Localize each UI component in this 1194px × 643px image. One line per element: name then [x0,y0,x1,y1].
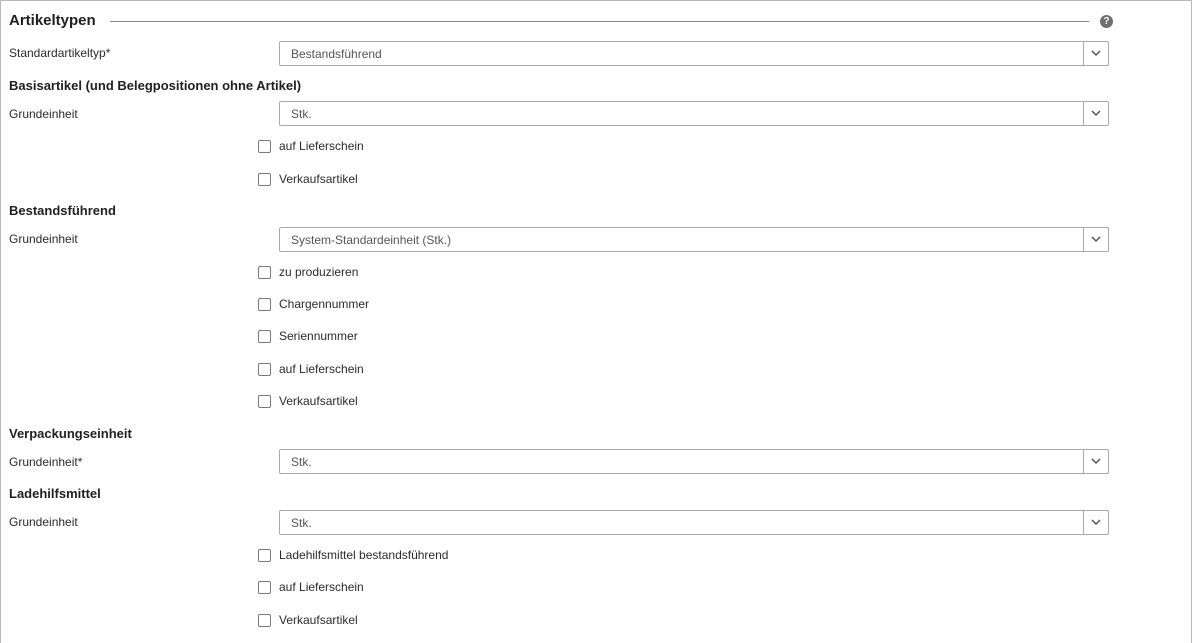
checkbox-label: auf Lieferschein [279,139,364,153]
chevron-down-icon [1091,48,1101,58]
checkbox-label: auf Lieferschein [279,362,364,376]
select-separator [1083,228,1084,251]
standard-type-label: Standardartikeltyp* [9,46,111,60]
select-separator [1083,102,1084,125]
verpackung-unit-value: Stk. [291,455,312,469]
select-separator [1083,450,1084,473]
lade-unit-label: Grundeinheit [9,515,78,529]
select-separator [1083,42,1084,65]
checkbox[interactable] [258,581,271,594]
checkbox[interactable] [258,298,271,311]
chevron-down-icon [1091,517,1101,527]
chevron-down-icon [1091,456,1101,466]
section-bestand-heading: Bestandsführend [9,203,116,218]
checkbox[interactable] [258,363,271,376]
title-divider [110,21,1089,22]
checkbox-label: Verkaufsartikel [279,172,358,186]
checkbox-label: Verkaufsartikel [279,613,358,627]
checkbox[interactable] [258,330,271,343]
select-separator [1083,511,1084,534]
checkbox[interactable] [258,549,271,562]
section-basis-heading: Basisartikel (und Belegpositionen ohne Artikel) [9,78,302,93]
checkbox-label: Ladehilfsmittel bestandsführend [279,548,449,562]
question-circle-icon[interactable]: ? [1100,15,1113,28]
standard-type-value: Bestandsführend [291,47,382,61]
page-title: Artikeltypen [9,12,96,29]
lade-unit-value: Stk. [291,516,312,530]
section-verpackung-heading: Verpackungseinheit [9,426,132,441]
checkbox-label: zu produzieren [279,265,359,279]
checkbox[interactable] [258,266,271,279]
verpackung-unit-label: Grundeinheit* [9,455,83,469]
verpackung-unit-select[interactable] [279,449,1109,474]
checkbox[interactable] [258,173,271,186]
bestand-unit-value: System-Standardeinheit (Stk.) [291,233,452,247]
lade-unit-select[interactable] [279,510,1109,535]
checkbox-label: Verkaufsartikel [279,394,358,408]
checkbox-label: Seriennummer [279,329,358,343]
basis-unit-select[interactable] [279,101,1109,126]
basis-unit-value: Stk. [291,107,312,121]
checkbox[interactable] [258,140,271,153]
checkbox-label: auf Lieferschein [279,580,364,594]
bestand-unit-label: Grundeinheit [9,232,78,246]
checkbox[interactable] [258,614,271,627]
chevron-down-icon [1091,108,1101,118]
basis-unit-label: Grundeinheit [9,107,78,121]
bestand-unit-select[interactable] [279,227,1109,252]
chevron-down-icon [1091,234,1101,244]
checkbox-label: Chargennummer [279,297,370,311]
section-lade-heading: Ladehilfsmittel [9,486,101,501]
standard-type-select[interactable] [279,41,1109,66]
checkbox[interactable] [258,395,271,408]
